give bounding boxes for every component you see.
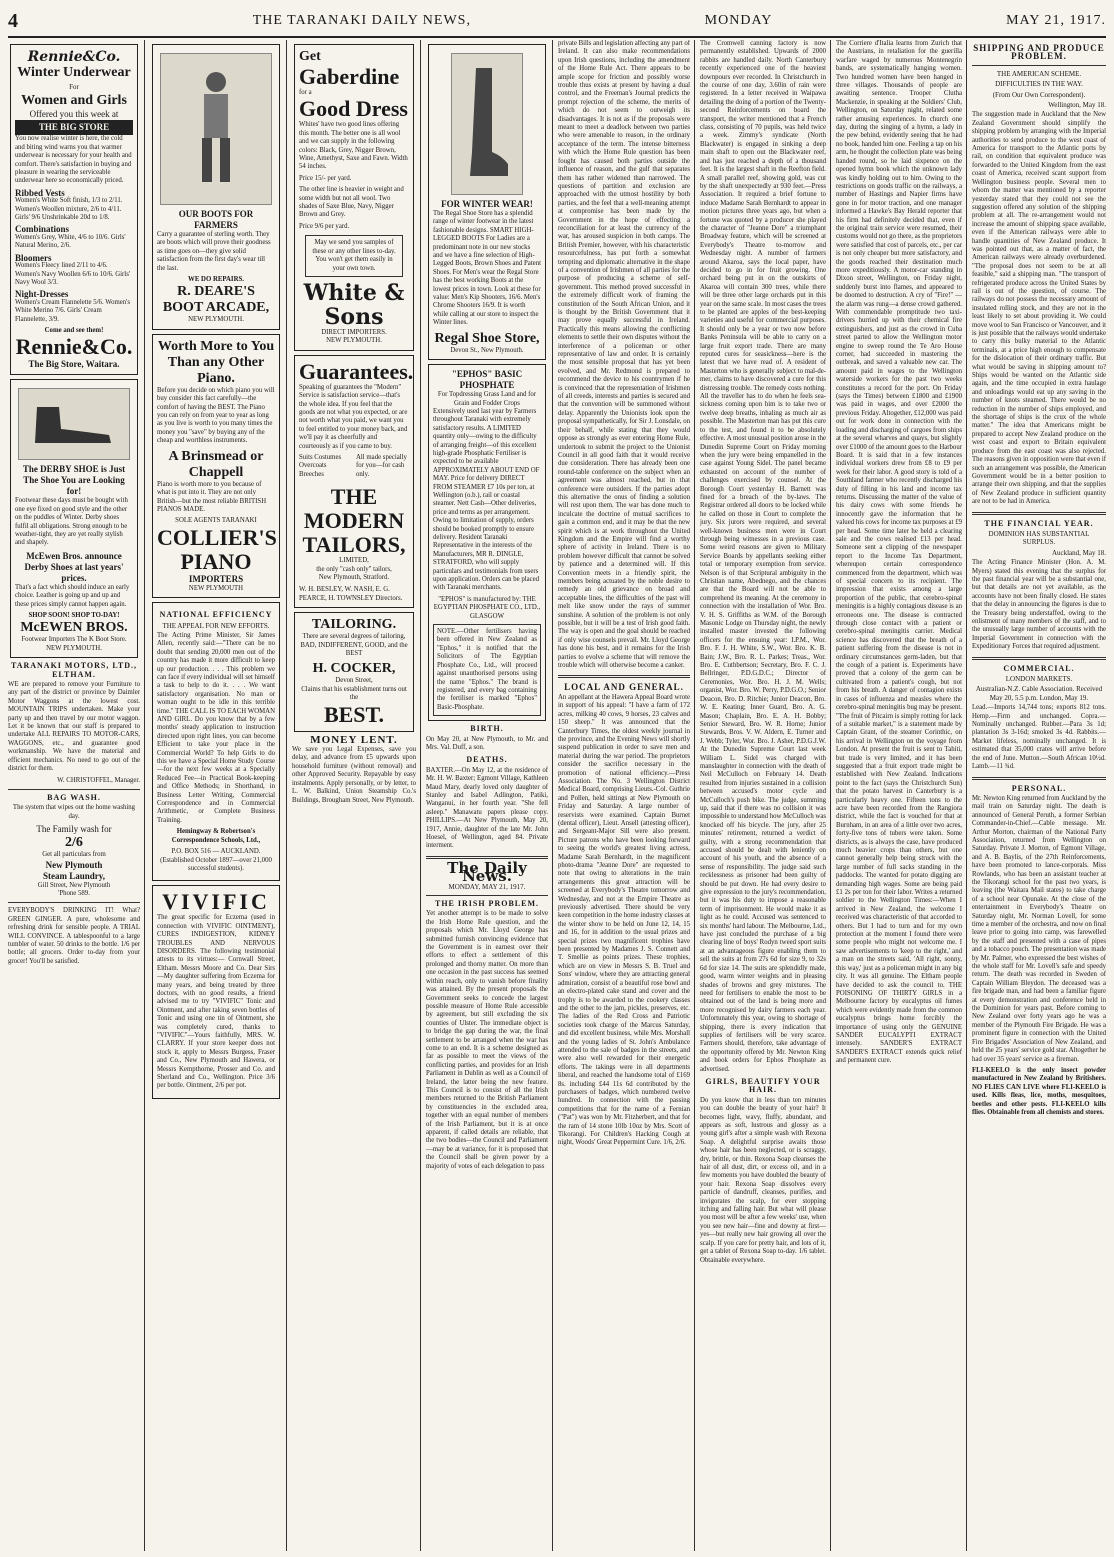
vivific-ad [152, 885, 280, 1099]
ad-text: Offered you this week at [29, 109, 119, 120]
ad-text: Hemingway & Robertson's Correspondence Schools, Ltd., [171, 828, 261, 844]
mcewen-name: McEWEN BROS. [20, 620, 128, 636]
colliers-name: COLLIER'S PIANO [157, 524, 277, 574]
page-number: 4 [8, 9, 19, 32]
shipping-subheading: THE AMERICAN SCHEME. [996, 69, 1082, 78]
commercial-heading: COMMERCIAL. [1003, 663, 1075, 673]
ad-text: SOLE AGENTS TARANAKI [175, 517, 257, 525]
bag-wash-price: 2/6 [65, 835, 83, 851]
ad-text: Footwear these days must be bought with one eye fixed on good style and the other on the puddles of Winter. Derby shoes fulfil all obligations. Strong enough to be weather-tight, they are yet really stylish and shapely. [15, 497, 128, 547]
ad-text: IMPORTERS [188, 573, 244, 584]
ad-text: There are several degrees of tailoring, BAD, INDIFFERENT, GOOD, and the BEST [300, 633, 408, 658]
national-efficiency-ad [152, 602, 280, 881]
ad-text: P.O. BOX 516 — AUCKLAND. (Established October 1897—over 21,000 successful students). [160, 848, 272, 872]
money-lent-text: We save you Legal Expenses, save you delay, and advance from £5 upwards upon household furniture (without removal) and other Approved Security. Repayable by easy instalments. Apply personally, or by letter, to L. W. Balkind, Union Steamship Co.'s Buildings, Brougham Street, New Plymouth. [292, 746, 416, 804]
column-rule [286, 40, 287, 1551]
item-heading: Combinations [15, 224, 70, 235]
ad-heading: Guarantees. [299, 358, 414, 384]
ad-heading: Winter Underwear [17, 65, 131, 80]
motors-manager: W. CHRISTOFFEL, Manager. [57, 776, 140, 784]
cocker-name: H. COCKER, [312, 661, 396, 677]
ad-heading: Gaberdine [299, 64, 400, 89]
ad-text: the only "cash only" tailors, [316, 565, 392, 573]
ad-text: WE DO REPAIRS. [188, 276, 244, 284]
item-heading: Bloomers [15, 252, 52, 263]
ad-text: SHOP SOON! SHOP TO-DAY! [28, 612, 120, 619]
shipping-text: The suggestion made in Auckland that the New Zealand Government should simplify the shipping problem by arranging with the Imperial authorities to send produce to the west coast of America for transport to the Atlantic ports by rail, on condition that equivalent produce was forwarded to the United Kingdom from the east coast of America, received scant support from Wellington business people. Several men to whom the matter was mentioned by a reporter yesterday stated that they could not see the suggestion offered any solution of the shipping problem at all. The re-arrangement would not increase the amount of shipping space available, even if the American railways were able to handle quantities of New Zealand produce. It was pointed out that, as a matter of fact, the American railways were already overburdened. "The proposal does not seem to be at all feasible," said a shipping man. "The transport of refrigerated produce across the United States by rail is out of the question, of course. The railways do not possess the necessary amount of insulated rolling stock, and they are not in the least likely to set about providing it. We could move wool to San Francisco or Vancouver, and it is just possible that the railways would undertake to carry this bulky material to the Atlantic terminals, at a price high enough to compensate for the dislocation of their ordinary traffic. But what would be saving in shipping amount to? Ships would be wanted on the Atlantic side again, and the time occupied in extra haulage and unloadings would eat up any saving in the number of knots steamed. There would be no reduction in the number of ships employed, and the shortage of ships is the crux of the whole matter." The idea that Americans might be prepared to accept New Zealand produce on the west coast and export to Britain equivalent produce from the east coast was also rejected. The reasons given in opposition were that even if such an arrangement was possible, the American Government would be in a better position to arrange their own shipping, and that the supplies of New Zealand produce in sufficient quantity are not to be had in America. [972, 111, 1106, 506]
local-general-heading: LOCAL AND GENERAL. [564, 682, 684, 693]
ad-price: Price 9/6 per yard. [299, 222, 350, 230]
ad-text: Suits Costumes Overcoats Breeches [299, 453, 342, 478]
local-general-text: An appellant at the Hawera Appeal Board wrote in support of his appeal: "I have a farm of 172 acres, milking 40 cows, 9 horses, 23 calves and 150 sheep." It was announced that the Canterbury Times, the oldest weekly journal in the province, and the Evening News will shortly suspend publication in order to save men and material during the war period. The proprietors consider the sacrifice necessary in the promotion of national efficiency.—Press Association. The No. 3 Wellington District Medical Board, comprising Lieuts.-Col. Guthrie and Pollen, held sittings at New Plymouth on Friday and Saturday. A large number of reservists were examined. Captain Burnet (dental officer), Lieut. Ansell (attesting officer), and Sergeant-Major Sill were also present. Picture patrons who have been looking forward to seeing the world's greatest living actress, Madame Sarah Bernhardt, in the magnificent photo-drama "Jeanne Dore" are requested to note that owing to alterations in the train arrangements this great attraction will be screened at Everybody's Theatre tomorrow and Wednesday, and not at the Empire Theatre as previously advertised. There should be very keen competition in the home industry classes at the winter show to be held on June 12, 14, 15 and 16, for in addition to the usual prizes and special prizes two magnificent trophies have been presented by Madames J. S. Connett and T. Smellie as points prizes. These trophies, which are on view in Messrs S. B. Truel and Sons' window, where they are attracting general admiration, consist of a beautiful rose bowl and an electro-plated cake stand and cover and the trophy is to be awarded to the cookery classes and the other to the jam, pickles, preserves, etc. The ladies of the Red Cross and Patriotic societies took charge of the Marcus Saturday, and did excellent business, while Mrs. Morshall and the young ladies of St. John's Ambulance attended to the sale of badges in the streets, and were also well rewarded for their energetic efforts. The takings were in all departments liberal, and reached the handsome total of £169 8s. including £44 11s 6d contributed by the purchasers of badges, which numbered twelve hundred. In connection with the passing competitions that for the name of a Fernian ("Pat") was won by Mr. Fitzherbert, and that for the ram of 14 stone 10lb 10oz by Mrs. Scott of Tikorangi. For Children's Hacking Cough at night, Woods' Great Peppermint Cure. 1/6, 2/6. [558, 693, 690, 1147]
ad-text: The Regal Shoe Store has a splendid range of winter footwear in the latest fashionable designs. SMART HIGH-LEGGED BOOTS For Ladies are a predominant note in our new stocks and we have a fine selection of High-Legged Boots, Brown Shoes and Patent Shoes. For Men's wear the Regal Store has the best working Boots at the lowest prices in town. Look at these for value: Men's Kip Shooters, 16/6. Men's Chrome Shooters 16/9. It is worth while calling at our store to inspect the Winter lines. [433, 210, 541, 327]
laundry-phone: 'Phone 589. [58, 889, 90, 897]
shipping-heading: SHIPPING AND PRODUCE PROBLEM. [973, 43, 1105, 62]
motors-text: WE are prepared to remove your Furniture to any part of the district or province by Daimler Motor Waggons at the lowest cost. MOUNTAIN TRIPS undertaken. Make your party up and then travel by our motor waggon. Let it be known that our staff is prepared to undertake ALL REPAIRS TO MOTOR-CARS, WAGGONS, etc., and guarantee good workmanship. We have the material and efficient mechanics. No need to go out of the district for them. [8, 681, 140, 773]
ad-heading: NATIONAL EFFICIENCY [159, 610, 273, 620]
shipping-subheading: DIFFICULTIES IN THE WAY. [995, 80, 1083, 89]
commercial-text: Lead.—Imports 14,744 tons; exports 812 tons. Hemp.—Firm and unchanged. Copra.—Nominally unchanged. Rubber.—Para 3s 1d; plantation 3s 3-16d; smoked 3s 4d. Rabbits.—Market lifeless, nominally unchanged. It is estimated that 35,000 crates will arrive before the end of June. Mutton.—South African 10½d. Lamb.—11 ¾d. [972, 704, 1106, 771]
big-store-banner: THE BIG STORE [15, 120, 133, 135]
shipping-dateline: Wellington, May 18. [1048, 101, 1106, 110]
bag-wash-heading: BAG WASH. [47, 792, 101, 802]
column-2 [150, 40, 282, 1551]
rexona-heading: GIRLS, BEAUTIFY YOUR HAIR. [705, 1076, 821, 1095]
ad-text: Speaking of guarantees the "Modern" Service is satisfaction service—that's the whole idea. If you feel that the goods are not what you expected, or are not worth what you paid, we want you to feel entitled to your money back, and we'll pay it as cheerfully and courteously as if you came to buy. [299, 383, 408, 450]
rexona-text: Do you know that in less than ten minutes you can double the beauty of your hair? It becomes light, wavy, fluffy, abundant, and appears as soft, lustrous and glossy as a young girl's after a simple wash with Rexona Soap. A delightful surprise awaits those whose hair has been neglected, or is scraggy, dry, brittle, or thin. Rexona Soap cleanses the hair of all dust, dirt, or excess oil, and in a few moments you have doubled the beauty of your hair. Rexona Soap dissolves every particle of dandruff, cleanses, purifies, and invigorates the scalp, for ever stopping itching and falling hair. But what will please you most will be after a few weeks' use, when you see new hair—fine and downy at first—yes—but really new hair growing all over the scalp. If you care for pretty hair, and lots of it, get a tablet of Rexona Soap to-day. 1/6 tablet. Obtainable everywhere. [700, 1096, 826, 1264]
ad-text: NEW PLYMOUTH [188, 584, 244, 592]
ad-heading: The DERBY SHOE is Just The Shoe You are Looking for! [22, 464, 126, 497]
personal-heading: PERSONAL. [1011, 783, 1067, 793]
financial-dateline: Auckland, May 18. [1051, 548, 1106, 557]
ad-text: That's a fact which should induce an early choice. Leather is going up and up and these prices simply cannot happen again. [15, 583, 130, 608]
ad-text: Devon St., New Plymouth. [450, 346, 524, 354]
column-rule [830, 40, 831, 1551]
ad-text: DIRECT IMPORTERS. [321, 328, 387, 336]
ad-text: The Big Store, Waitara. [28, 359, 120, 370]
ad-text: For Topdressing Grass Land and for Grain and Fodder Crops [437, 391, 537, 407]
column-6 [700, 40, 826, 1551]
ad-text: New Plymouth, Stratford. [318, 574, 390, 581]
ad-heading: Get [299, 49, 321, 64]
item-text: Women's Grey, White, 4/6 to 10/6. Girls' Natural Merino, 2/6. [15, 233, 126, 250]
ad-text: The other line is heavier in weight and some width but not all wool. Two shades of Saxe Blue, Navy, Nigger Brown and Grey. [299, 186, 404, 219]
ad-text: W. H. BESLEY, W. NASH, E. G. PEARCE, H. TOWNSLEY Directors. [299, 586, 403, 602]
white-sons-ad [294, 44, 414, 351]
financial-text: The Acting Finance Minister (Hon. A. M. Myers) stated this evening that the surplus for the past financial year will be a substantial one, but that details are not yet available, as the accounts have not been finally closed. He states that the delay in announcing the figures is due to the Treasury being understaffed, owing to the enlistment of many members of the staff, and to the unusually large number of accounts with the Imperial Government in connection with the Expeditionary Forces that required adjustment. [972, 559, 1106, 651]
motors-heading: TARANAKI MOTORS, LTD., ELTHAM. [10, 661, 138, 679]
regal-name: Regal Shoe Store, [434, 330, 540, 346]
colliers-piano-ad [152, 334, 280, 598]
ad-text: McEwen Bros. announce Derby Shoes at last years' prices. [24, 550, 124, 583]
deare-boot-ad [152, 44, 280, 330]
column-8 [972, 40, 1106, 1551]
column-rule [694, 40, 695, 1551]
modern-tailors-ad [294, 355, 414, 609]
modern-tailors-name: THE MODERN TAILORS, [302, 484, 406, 558]
ad-price: Price 15/- per yard. [299, 174, 352, 182]
ephos-phosphate-ad [428, 364, 546, 721]
ad-text: Carry a guarantee of sterling worth. They are boots which will prove their goodness as time goes on—they give solid satisfaction from the first day's wear till the last. [157, 231, 271, 272]
cocker-tailoring-ad [294, 612, 414, 731]
deare-name: R. DEARE'S BOOT ARCADE, [162, 284, 270, 316]
deaths-heading: DEATHS. [466, 755, 508, 765]
editorial-continued: private Bills and legislation affecting any part of Ireland. It can also make recommendations upon Irish questions, including the amendment of the Home Rule Act. There appears to be ample scope for friction and possibly worse trouble thus exists at present by having a dual control, and the Freeman's Journal predicts the prompt rejection of the scheme, the merits of which do not seem to outweigh its disadvantages. It is not as if the proposals were meant to meet a deadlock between two parties who were amenable to reason, in the ordinary acceptance of the term. The intense bitterness with which the Home Rule question has been fought has caused both parties outside the influence of reason, and the gulf that separates them has rather widened than narrowed. The questions of partition and exclusion are approached with the utmost hostility by both parties, and the feel that a well-meaning attempt at compromise has been made by the Government in the hope of effecting a reconciliation for at least the currency of the war, has aroused suspicion in both camps. The British Premier, however, with his characteristic resourcefulness, has put forth a somewhat tempting and diplomatic alternative in the shape of a convention of Irishmen of all parties for the purpose of producing a scheme of self-government. This method proved successful in the extremely difficult work of framing the constitution of the South African Union, and it is thought by the British Government that it may prove equally successful in Ireland. Practically this means allowing the conflicting elements to settle their own disputes without the interference of a policeman or other representative of law and order. It is certainly the most sensible proposal that has yet been evolved, and Mr. Redmond is prepared to recommend the device to his countrymen if he is convinced that the representation of Irishmen of all creeds, interests and parties is secured and that the convention will be summoned without delay. Apparently the Unionists look upon the proposal sympathetically, for Sir J. Lonsdale, on their behalf, while stating that they would oppose as strongly as ever entering Home Rule, undertook to submit the project to the Unionist Council in all good faith that it would receive due consideration. There has already been one round-table conference on the subject when an agreement was almost reached, but in that conference were outsiders. If the parties adopt this alternative the onus of finding a solution will rest upon them. The war has done much to inculcate the doctrine of mutual sacrifices to gain a common end, and it may be that the new spirit which is at work throughout the United Kingdom and the Empire will find a worthy sphere of activity in Ireland. There is no problem however difficult that cannot be solved by patience and a determined will. If this Convention meets in a friendly spirit, the members being actuated by the noble desire to remedy an old grievance on broad and acceptable lines, the difficulties of the past will melt like snow under the rays of summer sunshine. A solution of the problem is not only possible, but it will be a test of Irish good faith. The way is open and the goal should be reached if only wise counsels prevail. Mr. Lloyd George has done his best, and it remains for the Irish parties to evolve a scheme that will remove the trouble which will otherwise become a canker. [558, 40, 690, 670]
masthead-date: MAY 21, 1917. [1006, 13, 1106, 28]
bag-wash-text: The Family wash for [36, 824, 112, 835]
ginger-ad-text: EVERYBODY'S DRINKING IT! What? GREEN GINGER. A pure, wholesome and refreshing drink for sensible people. A TRIAL WILL CONVINCE. A tablespoonful to a large tumbler of water. 50 drinks to the bottle. 1/6 per bottle; all grocers. Order to-day from your grocer! You'll be satisfied. [8, 907, 140, 965]
personal-text: Mr. Newton King returned from Auckland by the mail train on Saturday night. The death is announced of General Peruth, a former Serbian Commander-in-Chief.—Cable message. Mr. Arthur Morton, chairman of the National Party Association, returned from Wellington on Saturday. Private J. Morton, of Egmont Village, and A. B. Baylis, of the 27th Reinforcements, have been promoted to lance-corporals. Miss Rowlands, who has been an assistant teacher at the Tikorangi school for the past two years, is leaving (the Waitara Mail states) to take charge of a school near Opunake. At the close of the entertainment in Everybody's Theatre on Saturday night, Mr. Norman Lovell, for some time a member of the orchestra, and now on final leave prior to going into camp, was farewelled by the staff and presented with a case of pipes and a tobacco pouch. The presentation was made by Mr. Palmer, who expressed the best wishes of the whole staff for Mr. Lovell's safe and speedy return. The death was recorded in Sweden of Captain William Bleydon. The deceased was a fire brigade man, and had been a familiar figure at every demonstration and conference held in the Dominion for years past. Before coming to New Zealand over forty years ago he was a member of the Plymouth Fire Brigade. He was a prominent figure in connection with the United Fire Brigades' Association of New Zealand, and held the 25 years' service gold star. Altogether he had over 35 years' service as a fireman. [972, 794, 1106, 1063]
item-heading: Ribbed Vests [15, 187, 65, 198]
ad-text: NEW PLYMOUTH. [326, 337, 382, 345]
news-items: The Corriere d'Italia learns from Zurich that the Austrians, in retaliation for the guerilla warfare waged by numerous Montenegrin bands, are systematically hanging women. Two hundred women have been hanged in three villages. Thousands of people are awaiting sentence. Trooper Clutha Mackenzie, in speaking at the Soldiers' Club, Wellington, on Saturday night, related some rather amusing experiences. In church one day, during the singing of a hymn, a lady in the pew behind, evidently seeing that he had no book, handed him one. Feeling a tap on his arm, he thought the collection plate was being handed round, so he laid sixpence on the opened hymn book which the unknown lady was kindly holding out to him. Owing to the restrictions on goods traffic on the railways, a number of Hastings and Napier firms have gone in for motor traction, and one manager informed a Hawke's Bay Herald reporter that his firm had definitely decided that, even if the original train service were resumed, their customs would not go there, as the proprietors were satisfied that cost of parcels, etc., per car is not only cheaper but more satisfactory, and the goods reached their destination much more expeditiously. A motor-car standing in Dixon street, Wellington, on Friday night, suddenly burst into flames, and appeared to be doomed to destruction. A cry of "Fire!" —the alarm was rung—a dense crowd gathered. With commendable promptitude two taxi-drivers hurried up with their chemical fire extinguishers, and just as the crowd in Cuba street parted to allow the Wellington motor engine to sweep round the Te Aro House corner, had succeeded in mastering the outbreak, and saved a valuable new car. The amount paid in wages to the Wellington waterside workers for the past two weeks constitutes a record for the port. On Friday (says the Times) between £1800 and £1900 was paid in wages, and over £2000 the previous Friday. Altogether, £12,000 was paid out for work done in connection with the loading and discharging of cargoes from ships at the several wharves and quays, but slightly over £1000 of the amount goes to the Harbour Board. It is said that in a few instances individual workers drew from £8 to £9 per week for their labor. A good story is told of a Southland farmer who recently discharged his duty of filling in his land and income tax returns. Discussing the matter of the value of his dairy cows with some friends he innocently gave the information that he valued his cows for income tax purposes at £9 per head. Some time later he held a clearing sale and the cows realised £13 per head. Someone sent a clipping of the newspaper report to the Income Tax Department, whereupon certain correspondence commenced from the department, which was of special concern to its recipient. The impression that exists among a large proportion of the public, that cerebro-spinal meningitis is a highly contagious disease is an erroneous one. The disease is contracted through close contact with a patient or cerebro-spinal meningitis carrier. Medical science has discovered that the breath of a patient suffering from the disease is not in ordinary circumstances germ-laden, but that the cough of a patient is. Experiments have proved that a colony of the germ can be cultivated from a patient's cough, but not from his breath. A danger of contagion exists in cases of influenza and measles where the cerebro-spinal meningitis bug may be present. "The fruit of Pitcairn is simply rotting for lack of a suitable market," is a statement made by Captain Grant, of the steamer Corinthic, on his arrival in Wellington on the voyage from London. At present the fruit is sent to Tahiti, but trade is very limited, and it has been suggested that a fruit export trade might be established with New Zealand. Indications point to the fact (says the Christchurch Sun) that the potato harvest in Canterbury is a particularly heavy one. Fifteen tons to the acre have been recorded from the Rangiora district, while the fact is vouched for that at Burnham, in an area of a little over two acres, forty-five tons of tubers were taken. Some districts, as is always the case, have produced much heavier crops than others, but one cannot generally help being struck with the large number of full sacks standing in the paddocks. The wanted for potato digging are demanding high wages. Some are being paid £1 2s per ton for their labor. Writes a returned soldier to the Wellington Times:—When I arrived in New Zealand, the welcome I received was characteristic of that accorded to others. But I had to turn and for my own protection at the moment I found there were some people who might not welcome me. I saw advertisements to 'keep to the right,' and a man on the streets said, 'All right, sonny, this way,' just as a policeman might in any big city. It was all genuine. The Eltham people have decided to ask the council to. THE POISONING OF THIRTY GIRLS in a Melbourne factory by eucalyptus oil fumes which were evidently made from the common eucalyptus brings home forcibly the importance of using only the GENUINE SANDER EUCALYPTI EXTRACT intensely. SANDER'S EXTRACT SANDER'S EXTRACT extends quick relief and permanent cure. [836, 40, 962, 1065]
financial-subheading: DOMINION HAS SUBSTANTIAL SURPLUS. [988, 529, 1090, 547]
masthead [8, 6, 1106, 38]
ad-text: for a [299, 89, 312, 96]
birth-text: On May 20, at New Plymouth, to Mr. and Mrs. Val. Duff, a son. [426, 735, 548, 751]
column-5 [558, 40, 690, 1551]
column-rule [144, 40, 145, 1551]
ad-heading: Good Dress [299, 96, 408, 122]
laundry-name: Steam Laundry, [42, 870, 105, 881]
item-heading: Night-Dresses [15, 289, 69, 300]
ad-text: Before you decide on which piano you will buy consider this fact carefully—the comfort of having the BEST. The Piano you can rely on from year to year as long as you live is worth to you many times the money you "save" by buying any of the cheap and worthless instruments. [157, 386, 275, 445]
ad-note: NOTE.—Other fertilisers having been offered in New Zealand as "Ephos," it is notified that the Solicitors of The Egyptian Phosphate Co., Ltd., will proceed against unauthorised persons using the name "Ephos." The brand is registered, and every bag containing the fertiliser is marked "Ephos" Basic-Phosphate. [433, 624, 541, 716]
money-lent-heading: MONEY LENT. [310, 733, 398, 746]
ad-text: Extensively used last year by Farmers throughout Taranaki with extremely satisfactory results. A LIMITED quantity only—owing to the difficulty of arranging freight—of this excellent high-grade Phosphatic Fertiliser is expected to be available APPROXIMATELY ABOUT END OF MAY. Price for delivery DIRECT FROM STEAMER £7 10s per ton, at Wellington (o.b.), rail or coastal steamer. Nett Cash—Other deliveries, price and terms as per arrangement. Owing to limitation of supply, orders should be booked promptly to ensure delivery. Resident Taranaki Representative in the interests of the Manufacturers, MR R. DINGLE, STRATFORD, who will supply particulars and testimonials from users upon application. Orders can be placed with Taranaki merchants. [433, 407, 540, 592]
laundry-address: Gill Street, New Plymouth [37, 881, 111, 889]
column-rule [966, 40, 967, 1551]
financial-heading: THE FINANCIAL YEAR. [984, 518, 1094, 528]
ad-heading: "EPHOS" BASIC PHOSPHATE [451, 369, 523, 391]
ad-text: May we send you samples of these or any other lines to-day. You won't get them easily in your own town. [305, 235, 403, 277]
ad-text: LIMITED, [339, 557, 369, 565]
column-rule [420, 40, 421, 1551]
derby-shoe-ad [10, 379, 138, 658]
commercial-dateline: Australian-N.Z. Cable Association. Received May 20, 5.5 p.m. London, May 19. [975, 685, 1103, 702]
rennie-name: Rennie&Co. [15, 334, 133, 360]
column-4 [426, 40, 548, 1551]
item-text: Women's Fleecy lined 2/11 to 4/6. Women's Navy Woollen 6/6 to 10/6. Girls' Navy Wool 3/3. [15, 262, 131, 286]
ad-text: The great specific for Eczema (used in connection with VIVIFIC OINTMENT), CURES INDIGESTION, KIDNEY TROUBLES AND NERVOUS DISORDERS. The following testimonial attests to its virtues:— Cornwall Street, Eltham. Messrs Moore and Co. Dear Sirs—My daughter suffering from Eczema for many years, and being treated by three doctors, with no good results, a friend advised me to try "VIVIFIC" Tonic and Ointment, and after taking seven bottles of Tonic and using one tin of Ointment, she was completely cured, thanks to "VIVIFIC"—Yours faithfully, MRS. W. CLARRY. If your store keeper does not stock it, apply to Messrs Burgess, Fraser and Co., New Plymouth and Hawera, or Messrs Kempthorne, Prosser and Co. and Sherland and Co., Wellington. Price 3/6 per bottle. Ointment, 2/6 per pot. [157, 914, 275, 1090]
masthead-day: MONDAY [704, 13, 773, 28]
bag-wash-text: Get all particulars from [42, 851, 106, 859]
news-items: The Cromwell canning factory is now permanently established. Upwards of 2000 rabbits are handled daily. North Canterbury recently experienced one of the heaviest downpours ever recorded. In Christchurch in the course of one day, 3.60in of rain were registered. In a letter received in Waipawa detailing the doing of a portion of the Twenty-second Reinforcements on board the transport, the writer mentioned that a French class, consisting of 70 pupils, was held twice a week. Zimmy's syndicate (North Blackwater) is engaged in sinking a deep main shaft to open out the Blackwater reef, and has just reached a depth of a thousand feet. It is the largest shaft in the Reefton field. A small parallel reef, showing gold, was cut by the shaft unexpectedly at 930 feet.—Press Association. It required a brief fortune to induce Madame Sarah Bernhardt to appear in motion pictures three years ago, but when a fortune was quoted by a producer she played the character of "Jeanne Dore" a triumphant Broadway feature, which will be screened at Everybody's Theatre to-morrow and Wednesday night. A number of farmers around Akaroa, says the local paper, have decided to go in for fruit growing. One orchard being put in on the outskirts of Akaroa will contain 300 trees, while there will be three other large orchards put in this year on the same scale. In most cases the trees to be planted are apples of the best-keeping varieties and useful for commercial purposes. It should only be a year or two now before Banks Peninsula will be able to carry on a large fruit export trade. There are many reputed cures for seasickness—here is the latest that we have read of. A resident of Masterton who is generally subject to mal-de-mer, claims to have discovered a cure for this distressing trouble. The remedy costs nothing. All the traveller has to do when he feels sea-sickness coming upon him is to take two or twelve deep breaths, inhaling as much air as possible. The Masterton man has put this cure to the test, and found it to be absolutely effective. A most unusual position arose in the Dunedin Supreme Court on Friday morning when the jury were being empanelled in the case against Young Sidel. The panel became exhausted on account of the number of challenges exercised by counsel. At the Borough Court yesterday H. Barnett was fined for a breach of the by-laws. The Registrar ordered all doors to be locked while he called on those in Court to complete the jury. Six jurors were required, and several well-known business men were in Court through being witnesses in a previous case. Some weird reasons are given to Military Service Boards by appellants seeking either total or temporary exemption from service. Nelson is of that Scriptural ambiguity in the Christian name, Abednego, and the chances are that the Board will not be able to comprehend its meaning. At the ceremony in connection with the installation of Wor. Bro. V. H. S. Griffiths as W.M. of the Borough Masonic Lodge on Thursday night, the newly installed master invested the following officers for the ensuing year: I.P.M., Wor. Bro. F. J. H. White, S.W., Wor. Bro. K. B. Bain; J.W., Bro. R. L. Parkes; Treas., Wor. Bro. E. Cuthbertson; Secretary, Bro. F. C. J. Bellringer, P.D.G.D.C.; Director of Ceremonies, Wor. Bro. H. J. M. Wells; organist, Wor. Bro. W. Perry, P.D.G.O.; Senior Deacon, Bro. D. Ritchie; Junior Deacon, Bro. W. E. Keating; Inner Guard, Bro. A. G. Mason; Chaplain, Bro. E. A. H. Bobby; Senior Steward, Bro. W. R. Horne; Junior Stewards, Bros. V. W. Aldern, E. Turner and J. Webb; Tyler, Wor. Bro. J. Asher, P.D.G.J.W. At the Dunedin Supreme Court last week William L. Sidel was charged with manslaughter in connection with the death of Neil McCulloch on February 14. Death resulted from injuries sustained in a collision between accused's motor cycle and McCulloch's push bike. The judge, summing up, said that if there was no collision it was impossible to understand how McCulloch was knocked off his bicycle. The jury, after 25 minutes' retirement, returned a verdict of guilty, with a strong recommendation that accused should be dealt with leniently on account of his youth, and the absence of a sense of responsibility. The judge said such recklessness as prisoner had been guilty of should be put down. He had every desire to give expression to the jury's recommendation, but it was his duty to impose a reasonable term of imprisonment. He would make it as light as he could. Accused was sentenced to six months' hard labour. The Melbourne, Ltd., have just concluded the purchase of a big clearing line of boys' Rodyn tweed sport suits at an advantageous figure enabling them to sell the suits at from 27s 6d for size 9, to 32s 6d for size 14. The suits are splendidly made, good, warm winter weights and in pleasing shades of browns and grey mixtures. The need for fertilisers to enable the most to be obtained out of the land is being more and more recognised by dairy farmers each year. Unfortunately this year, owing to shortage of shipping, there is every indication that supplies of fertilisers will be very scarce. Farmers should, therefore, take advantage of the opportunity offered by Mr. Newton King and book orders for Ephos Phosphate as advertised. [700, 40, 826, 1073]
rennie-logo: Rennie&Co. [27, 49, 121, 65]
item-text: Women's Cream Flannelette 5/6. Women's White Merino 7/6. Girls' Cream Flannelette, 3/9. [15, 298, 131, 323]
ad-text: Whites' have two good lines offering this month. The better one is all wool and we can supply in the following colors: Black, Grey, Nigger Brown, Wine, Amethyst, Saxe and Fawn. Width 54 inches. [299, 121, 408, 171]
ad-heading: TAILORING. [311, 617, 397, 633]
flykeelo-ad: FLI-KEELO is the only insect powder manufactured in New Zealand by Britishers. NO FLIES CAN LIVE where FLI-KEELO is used. Kills fleas, lice, moths, mosquitoes, beetles and other pests. FLI-KEELO kills flies. Obtainable from all chemists and stores. [972, 1066, 1106, 1116]
ad-text: Piano is worth more to you because of what is put into it. They are not only British—but the most reliable BRITISH PIANOS MADE. [157, 480, 267, 513]
farmer-illustration [160, 53, 272, 205]
ad-text: NEW PLYMOUTH. [188, 316, 244, 324]
column-3 [292, 40, 416, 1551]
boot-illustration [451, 53, 523, 195]
ad-heading: FOR WINTER WEAR! [441, 199, 533, 209]
editorial-heading: THE IRISH PROBLEM. [434, 899, 539, 909]
ad-heading: Worth More to You Than any Other Piano. [157, 338, 275, 386]
ad-text: Devon Street, [335, 677, 373, 685]
rennie-underwear-ad [10, 44, 138, 375]
regal-shoe-ad [428, 44, 546, 360]
ad-heading: A Brinsmead or Chappell [168, 448, 264, 480]
ad-heading: Women and Girls [21, 93, 127, 109]
column-1 [8, 40, 140, 1551]
ad-heading: OUR BOOTS FOR FARMERS [178, 209, 254, 230]
ad-text: For [69, 83, 79, 91]
ad-text: All made specially for you—for cash only. [356, 453, 407, 478]
newspaper-title: THE TARANAKI DAILY NEWS, [252, 13, 471, 28]
ad-text: Come and see them! [44, 326, 104, 334]
item-text: Women's White Soft finish, 1/3 to 2/11. Women's Woollen mixture, 2/6 to 4/11. Girls' 9/6 Unshrinkable 20d to 1/8. [15, 197, 123, 222]
editorial-text: Yet another attempt is to be made to solve the Irish Home Rule question, and the proposals which Mr. Lloyd George has submitted furnish convincing evidence that the Government is in earnest over their efforts to effect a settlement of this prolonged and thorny matter. On more than one occasion in the past success has seemed within reach, only to vanish before finality was attained. By the present proposals the Government seeks to concede the largest possible measure of Home Rule accessible by agreement, but still excluding the six counties of Ulster. The immediate object is to bridge the gap during the war, the final settlement to be arranged when the war has come to an end. It is a scheme designed as far as possible to meet the views of the conflicting parties, and provides for an Irish Parliament in Dublin as well as a Council of Ireland, the latter being the new feature. This Council is to consist of all the Irish members returned to the British Parliament by constituencies in the excluded area, together with an equal number of members of the Irish Parliament, but it is at once apparent, if called details are reliable, that the two bodies—the Council and Parliament—may be at variance, for it is proposed that the Council shall be given power by a majority of votes of each delegation to pass [426, 910, 548, 1170]
ad-text: "EPHOS" is manufactured by: THE EGYPTIAN PHOSPHATE CO., LTD., GLASGOW [433, 595, 541, 620]
editorial-masthead: The Daily News. [447, 858, 527, 886]
vivific-name: VIVIFIC [162, 889, 270, 915]
white-sons-name: White & Sons [303, 279, 405, 330]
shoe-illustration [18, 388, 130, 460]
editorial-date: MONDAY, MAY 21, 1917. [448, 882, 526, 891]
column-7 [836, 40, 962, 1551]
ad-subheading: THE APPEAL FOR NEW EFFORTS. [162, 621, 270, 630]
birth-heading: BIRTH. [470, 724, 504, 734]
deaths-text: BAXTER.—On May 12, at the residence of Mr. H. W. Baxter; Egmont Village, Kathleen Maud Mary, dearly loved only daughter of Stanley and Isabel Adlington, Patiki, Wanganui, in her fourth year. "She fell asleep." Manawatu papers please copy. PHILLIPS.—At New Plymouth, May 20, 1917, Annie, daughter of the late Mr. John Hoesel, of Wellington, aged 84. Private interment. [426, 766, 548, 850]
shipping-byline: (From Our Own Correspondent). [992, 90, 1086, 99]
ad-text: You now realise winter is here, the cold and biting wind warns you that warmer underwear is necessary for your health and comfort. There's satisfaction in buying and pleasure in wearing the serviceable underwear here so economically priced. [15, 135, 132, 185]
ad-heading: BEST. [323, 701, 385, 727]
commercial-subheading: LONDON MARKETS. [1005, 675, 1073, 684]
column-rule [552, 40, 553, 1551]
laundry-name: New Plymouth [45, 859, 103, 870]
ad-text: Footwear Importers The K Boot Store. NEW PLYMOUTH. [21, 636, 127, 652]
bag-wash-text: The system that wipes out the home washing day. [12, 804, 136, 820]
ad-text: The Acting Prime Minister, Sir James Allen, recently said:—"There can be no doubt that sending 20,000 men out of the country has made it more difficult to keep up our production. . . . This problem we can face if every individual will set himself a task to help to do it. . . . We want satisfactory organisation. No man or woman ought to be idle in this terrible time." THE CALL IS TO EACH WOMAN AND GIRL. Do you know that by a few months' steady application to instruction directed upon right lines, you can become Efficient to take your place in the Commercial World? To help Girls to do this we have a Special Home Study Course—for the next few weeks at a Specially Reduced Fee—in Practical Book-keeping and Office Methods; in Shorthand, in Business Letter Writing, Commercial Correspondence and in Commercial Arithmetic, or Complete Business Training. [157, 631, 275, 824]
ad-text: Claims that his establishment turns out the [301, 685, 407, 702]
